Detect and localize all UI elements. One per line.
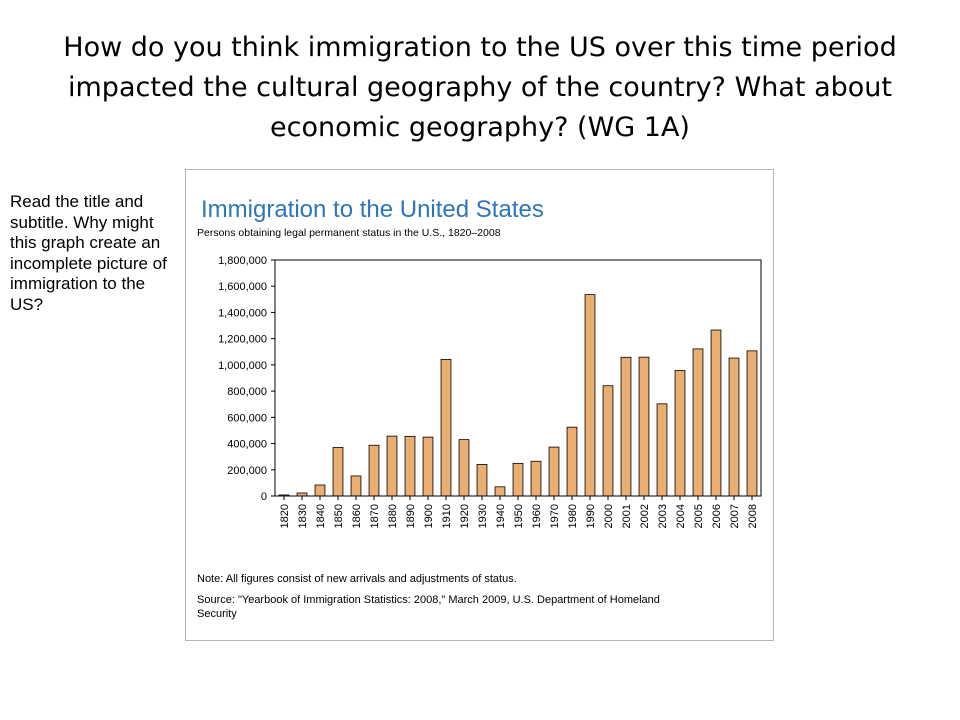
- bar-1910: [441, 359, 451, 496]
- bar-1850: [333, 447, 343, 496]
- x-tick-label-1920: 1920: [459, 504, 471, 529]
- y-tick-label: 1,600,000: [218, 281, 267, 294]
- x-tick-label-1970: 1970: [549, 504, 561, 529]
- y-tick-label: 400,000: [227, 438, 267, 451]
- bar-1970: [549, 447, 559, 496]
- bar-2004: [675, 371, 685, 496]
- x-tick-label-1840: 1840: [315, 504, 327, 529]
- side-note: Read the title and subtitle. Why might this graph create an incomplete picture of immigration to the US?: [10, 192, 167, 314]
- y-tick-label: 800,000: [227, 386, 267, 399]
- bar-1930: [477, 464, 487, 496]
- bar-2007: [729, 358, 739, 496]
- y-tick-label: 1,000,000: [218, 359, 267, 372]
- bar-2000: [603, 386, 613, 496]
- bar-2008: [747, 351, 757, 496]
- bar-2006: [711, 330, 721, 496]
- chart-source-continued: Security: [197, 608, 237, 620]
- x-axis-ticks: [279, 496, 759, 528]
- x-tick-label-2006: 2006: [711, 504, 723, 529]
- x-tick-label-1990: 1990: [585, 504, 597, 529]
- bar-1880: [387, 436, 397, 496]
- x-tick-label-2004: 2004: [675, 504, 687, 529]
- x-tick-label-1930: 1930: [477, 504, 489, 529]
- bar-1890: [405, 436, 415, 496]
- x-tick-label-2007: 2007: [729, 504, 741, 529]
- bar-1860: [351, 476, 361, 496]
- chart-subtitle: Persons obtaining legal permanent status in the U.S., 1820–2008: [197, 227, 501, 239]
- chart-note: Note: All figures consist of new arrivals and adjustments of status.: [197, 573, 517, 585]
- x-tick-label-2001: 2001: [621, 504, 633, 529]
- x-tick-label-1910: 1910: [441, 504, 453, 529]
- bar-1980: [567, 427, 577, 496]
- y-tick-label: 1,800,000: [218, 255, 267, 267]
- bar-1960: [531, 461, 541, 496]
- bar-2003: [657, 404, 667, 496]
- immigration-bar-chart: [186, 170, 773, 640]
- x-tick-label-1880: 1880: [387, 504, 399, 529]
- x-tick-label-2000: 2000: [603, 504, 615, 529]
- bar-2002: [639, 357, 649, 496]
- x-tick-label-1960: 1960: [531, 504, 543, 529]
- x-tick-label-1900: 1900: [423, 504, 435, 529]
- bar-2001: [621, 357, 631, 496]
- chart-source: Source: "Yearbook of Immigration Statistics: 2008," March 2009, U.S. Department of Homeland: [197, 594, 660, 606]
- x-tick-label-2003: 2003: [657, 504, 669, 529]
- chart-title: Immigration to the United States: [201, 196, 544, 223]
- x-tick-label-2008: 2008: [747, 504, 759, 529]
- x-tick-label-1980: 1980: [567, 504, 579, 529]
- x-tick-label-1890: 1890: [405, 504, 417, 529]
- y-tick-label: 0: [260, 491, 267, 503]
- bar-1870: [369, 445, 379, 496]
- chart-frame: [185, 169, 774, 641]
- y-tick-label: 600,000: [227, 412, 267, 425]
- x-tick-label-1820: 1820: [279, 504, 291, 529]
- x-tick-label-1950: 1950: [513, 504, 525, 529]
- plot-area-border: [275, 260, 761, 496]
- y-tick-label: 1,200,000: [218, 333, 267, 346]
- bars: [279, 295, 757, 496]
- bar-1990: [585, 295, 595, 496]
- y-tick-label: 200,000: [227, 464, 267, 477]
- x-tick-label-1830: 1830: [297, 504, 309, 529]
- bar-1940: [495, 487, 505, 496]
- y-axis-ticks: [218, 255, 275, 503]
- x-tick-label-1850: 1850: [333, 504, 345, 529]
- bar-1950: [513, 463, 523, 496]
- x-tick-label-1860: 1860: [351, 504, 363, 529]
- bar-1840: [315, 485, 325, 496]
- x-tick-label-2002: 2002: [639, 504, 651, 529]
- x-tick-label-1870: 1870: [369, 504, 381, 529]
- x-tick-label-2005: 2005: [693, 504, 705, 529]
- bar-1920: [459, 440, 469, 496]
- y-tick-label: 1,400,000: [218, 307, 267, 320]
- x-tick-label-1940: 1940: [495, 504, 507, 529]
- bar-1900: [423, 437, 433, 496]
- bar-2005: [693, 349, 703, 496]
- slide-title: How do you think immigration to the US over this time period impacted the cultural geography of the country? What about economic geography? (WG 1A): [63, 32, 897, 143]
